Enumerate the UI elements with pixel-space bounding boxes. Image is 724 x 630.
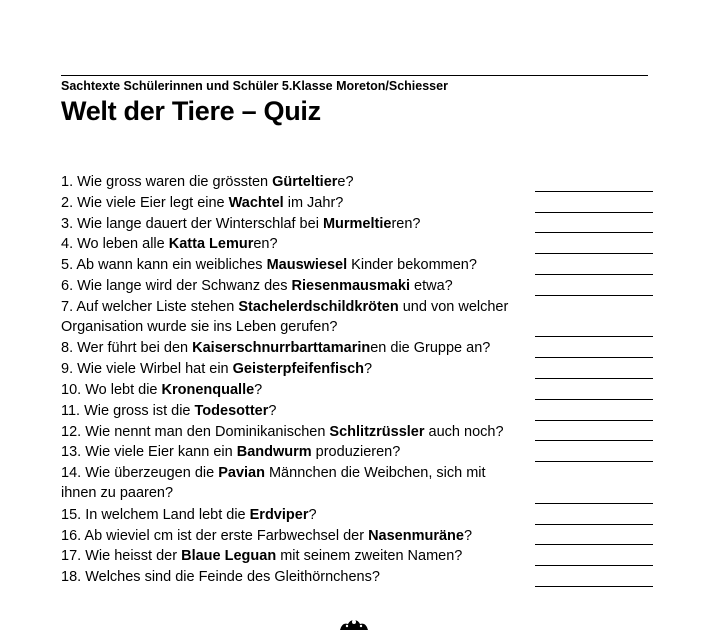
logo-emblem-icon [336, 618, 372, 630]
question-keyword: Bandwurm [236, 444, 312, 461]
answer-blank[interactable] [535, 565, 653, 566]
quiz-question [61, 214, 420, 234]
quiz-question [61, 442, 400, 462]
question-text: Wie gross ist die [84, 402, 195, 419]
answer-blank[interactable] [535, 357, 653, 358]
answer-blank[interactable] [535, 274, 653, 275]
question-text: ? [463, 527, 473, 544]
quiz-question [61, 276, 453, 296]
question-text: Wie viele Wirbel hat ein [77, 361, 233, 378]
question-keyword: Blaue Leguan [181, 548, 277, 565]
question-text: Männchen die Weibchen, sich mit [264, 465, 486, 482]
question-text: Wie lange wird der Schwanz des [77, 278, 292, 294]
question-number: 12. [61, 423, 82, 440]
quiz-question [61, 567, 380, 587]
question-number: 15. [61, 506, 82, 523]
question-number: 11. [61, 402, 81, 419]
answer-blank[interactable] [535, 440, 653, 441]
answer-blank[interactable] [535, 461, 653, 462]
question-number: 7. [61, 298, 74, 315]
question-text: Ab wann kann ein weibliches [76, 257, 267, 274]
question-text: ? [268, 402, 277, 419]
page-title: Welt der Tiere – Quiz [61, 96, 321, 126]
question-text: Kinder bekommen? [347, 257, 477, 274]
question-text: Wie überzeugen die [85, 465, 219, 482]
question-text: Welches sind die Feinde des Gleithörnchens? [85, 569, 380, 586]
question-keyword: Riesenmausmaki [291, 278, 410, 294]
question-keyword: Murmeltie [322, 215, 392, 232]
question-text: ? [308, 506, 317, 523]
answer-blank[interactable] [535, 544, 653, 545]
question-text: produzieren? [311, 444, 401, 461]
question-number: 1. [61, 174, 74, 190]
answer-blank[interactable] [535, 586, 653, 587]
question-text: Wie viele Eier kann ein [85, 444, 237, 461]
question-keyword: Katta Lemur [168, 236, 254, 253]
question-number: 6. [61, 278, 74, 294]
question-text: Wo lebt die [85, 382, 162, 398]
quiz-question [61, 193, 343, 213]
question-keyword: Mauswiesel [266, 257, 348, 274]
question-keyword: Kaiserschnurrbarttamarin [192, 340, 371, 357]
question-text: auch noch? [424, 423, 504, 440]
question-keyword: Schlitzrüssler [329, 423, 425, 440]
question-text: etwa? [410, 278, 453, 294]
quiz-question [61, 172, 354, 192]
question-keyword: Todesotter [194, 402, 269, 419]
answer-blank[interactable] [535, 212, 653, 213]
answer-blank[interactable] [535, 336, 653, 337]
answer-blank[interactable] [535, 232, 653, 233]
question-number: 14. [61, 465, 82, 482]
question-text: Wie gross waren die grössten [77, 174, 273, 190]
question-keyword: Gürteltier [272, 174, 338, 190]
question-keyword: Stachelerdschildkröten [238, 298, 399, 315]
question-text: und von welcher [398, 298, 509, 315]
question-text: Ab wieviel cm ist der erste Farbwechsel der [84, 527, 369, 544]
quiz-question [61, 255, 477, 275]
question-number: 13. [61, 444, 82, 461]
answer-blank[interactable] [535, 399, 653, 400]
question-text: ren? [391, 215, 421, 232]
question-keyword: Pavian [218, 465, 265, 482]
answer-blank[interactable] [535, 191, 653, 192]
question-keyword: Kronenqualle [161, 382, 255, 398]
answer-blank[interactable] [535, 503, 653, 504]
question-number: 4. [61, 236, 74, 253]
question-number: 10. [61, 382, 82, 398]
question-text: Wie viele Eier legt eine [77, 194, 229, 211]
question-number: 5. [61, 257, 74, 274]
question-text: In welchem Land lebt die [85, 506, 250, 523]
quiz-question [61, 463, 486, 503]
question-keyword: Erdviper [249, 506, 309, 523]
page-subtitle: Sachtexte Schülerinnen und Schüler 5.Klasse Moreton/Schiesser [61, 79, 448, 93]
question-text: ? [254, 382, 263, 398]
quiz-question [61, 401, 276, 421]
question-text: Wie lange dauert der Winterschlaf bei [77, 215, 323, 232]
question-text: Wie nennt man den Dominikanischen [85, 423, 330, 440]
question-text: mit seinem zweiten Namen? [276, 548, 463, 565]
answer-blank[interactable] [535, 524, 653, 525]
quiz-question [61, 422, 504, 442]
question-keyword: Geisterpfeifenfisch [232, 361, 364, 378]
question-text: im Jahr? [283, 194, 344, 211]
question-text: en? [253, 236, 278, 253]
question-number: 17. [61, 548, 82, 565]
quiz-question [61, 380, 262, 400]
question-text: ihnen zu paaren? [61, 485, 174, 502]
quiz-question [61, 526, 472, 546]
answer-blank[interactable] [535, 253, 653, 254]
header-rule [61, 75, 648, 76]
answer-blank[interactable] [535, 295, 653, 296]
question-text: Wo leben alle [77, 236, 169, 253]
quiz-question [61, 234, 278, 254]
question-number: 3. [61, 215, 74, 232]
question-text: Wie heisst der [85, 548, 182, 565]
question-number: 16. [61, 527, 82, 544]
question-text: e? [337, 174, 354, 190]
quiz-question [61, 338, 490, 358]
question-keyword: Wachtel [228, 194, 284, 211]
question-text: Organisation wurde sie ins Leben gerufen? [61, 318, 338, 335]
question-text: en die Gruppe an? [370, 340, 491, 357]
quiz-question [61, 505, 317, 525]
quiz-question [61, 297, 508, 337]
question-text: Wer führt bei den [77, 340, 193, 357]
question-number: 8. [61, 340, 74, 357]
quiz-question [61, 359, 372, 379]
question-text: ? [364, 361, 373, 378]
question-number: 18. [61, 569, 82, 586]
question-text: Auf welcher Liste stehen [76, 298, 239, 315]
question-keyword: Nasenmuräne [368, 527, 464, 544]
answer-blank[interactable] [535, 420, 653, 421]
quiz-question [61, 546, 462, 566]
answer-blank[interactable] [535, 378, 653, 379]
question-number: 9. [61, 361, 74, 378]
question-number: 2. [61, 194, 74, 211]
